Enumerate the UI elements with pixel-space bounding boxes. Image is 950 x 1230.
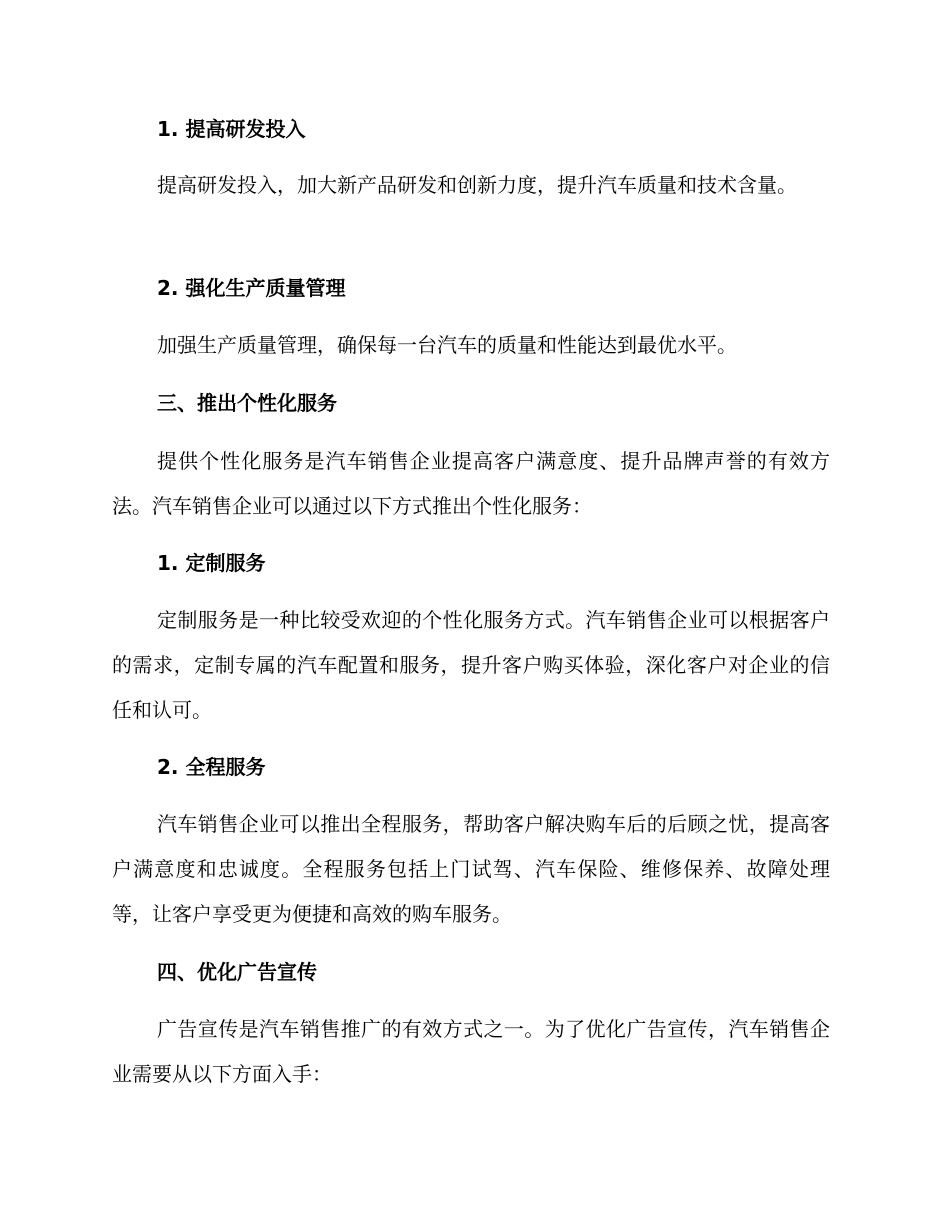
paragraph-advertising: 广告宣传是汽车销售推广的有效方式之一。为了优化广告宣传，汽车销售企业需要从以下方面入手： bbox=[112, 1017, 830, 1086]
section-heading-full-service: 2. 全程服务 bbox=[157, 755, 266, 779]
section-heading-improve-rd: 1. 提高研发投入 bbox=[157, 117, 306, 141]
paragraph-custom-service: 定制服务是一种比较受欢迎的个性化服务方式。汽车销售企业可以根据客户的需求，定制专属的汽车配置和服务，提升客户购买体验，深化客户对企业的信任和认可。 bbox=[112, 608, 830, 722]
paragraph-quality-management: 加强生产质量管理，确保每一台汽车的质量和性能达到最优水平。 bbox=[157, 333, 737, 357]
paragraph-full-service: 汽车销售企业可以推出全程服务，帮助客户解决购车后的后顾之忧，提高客户满意度和忠诚度。全程服务包括上门试驾、汽车保险、维修保养、故障处理等，让客户享受更为便捷和高效的购车服务。 bbox=[112, 812, 830, 926]
paragraph-improve-rd: 提高研发投入，加大新产品研发和创新力度，提升汽车质量和技术含量。 bbox=[157, 173, 797, 197]
paragraph-personalized-service: 提供个性化服务是汽车销售企业提高客户满意度、提升品牌声誉的有效方法。汽车销售企业可以通过以下方式推出个性化服务： bbox=[112, 449, 830, 518]
chapter-heading-personalized-service: 三、推出个性化服务 bbox=[157, 391, 337, 415]
section-heading-quality-management: 2. 强化生产质量管理 bbox=[157, 276, 346, 300]
chapter-heading-advertising: 四、优化广告宣传 bbox=[157, 960, 317, 984]
section-heading-custom-service: 1. 定制服务 bbox=[157, 551, 266, 575]
